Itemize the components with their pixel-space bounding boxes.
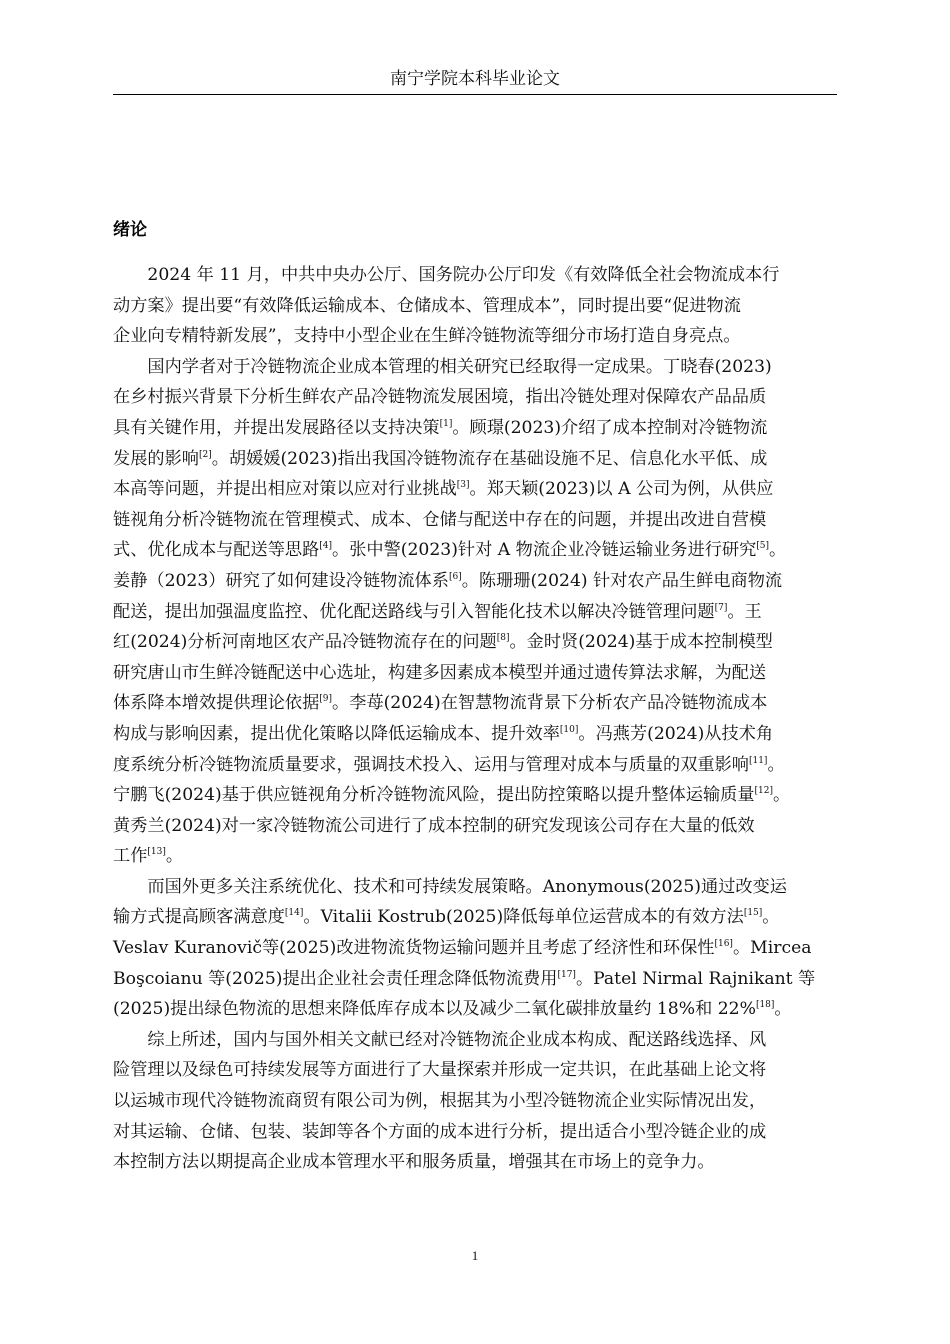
citation-ref: [16] — [714, 939, 733, 950]
text-run: 度系统分析冷链物流质量要求，强调技术投入、运用与管理对成本与质量的双重影响 — [113, 754, 749, 775]
text-run: 构成与影响因素，提出优化策略以降低运输成本、提升效率 — [113, 723, 560, 744]
text-line — [113, 994, 843, 1025]
text-line — [113, 933, 843, 964]
text-run: 本控制方法以期提高企业成本管理水平和服务质量，增强其在市场上的竞争力。 — [113, 1152, 715, 1173]
text-run: 国内学者对于冷链物流企业成本管理的相关研究已经取得一定成果。丁晓春(2023) — [147, 356, 772, 377]
text-line — [113, 597, 843, 628]
text-line — [113, 566, 843, 597]
text-run: 本高等问题，并提出相应对策以应对行业挑战 — [113, 479, 457, 500]
text-line — [113, 505, 843, 536]
text-run: 。Vitalii Kostrub(2025)降低每单位运营成本的有效方法 — [303, 907, 744, 928]
text-run: 而国外更多关注系统优化、技术和可持续发展策略。Anonymous(2025)通过改变运 — [147, 876, 787, 897]
citation-ref: [13] — [147, 847, 166, 858]
text-line — [113, 750, 843, 781]
text-line — [113, 964, 843, 995]
text-line — [113, 872, 843, 903]
text-run: 以运城市现代冷链物流商贸有限公司为例，根据其为小型冷链物流企业实际情况出发， — [113, 1091, 767, 1112]
text-run: 企业向专精特新发展”，支持中小型企业在生鲜冷链物流等细分市场打造自身亮点。 — [113, 326, 741, 347]
citation-ref: [11] — [748, 755, 768, 766]
citation-ref: [9] — [319, 694, 333, 705]
text-run: 。郑天颖(2023)以 A 公司为例，从供应 — [469, 479, 774, 500]
running-header: 南宁学院本科毕业论文 — [390, 69, 560, 89]
header-rule — [113, 94, 837, 95]
text-run: 宁鹏飞(2024)基于供应链视角分析冷链物流风险，提出防控策略以提升整体运输质量 — [113, 785, 755, 806]
citation-ref: [1] — [439, 418, 453, 429]
text-line — [113, 1086, 843, 1117]
text-run: 。胡媛媛(2023)指出我国冷链物流存在基础设施不足、信息化水平低、成 — [211, 448, 768, 469]
text-run: 发展的影响 — [113, 448, 199, 469]
text-line — [113, 902, 843, 933]
text-run: 。金时贤(2024)基于成本控制模型 — [509, 632, 773, 653]
text-line — [113, 841, 843, 872]
text-line — [113, 1025, 843, 1056]
text-run: 对其运输、仓储、包装、装卸等各个方面的成本进行分析，提出适合小型冷链企业的成 — [113, 1121, 767, 1142]
text-line — [113, 688, 843, 719]
text-line — [113, 382, 843, 413]
text-run: Boşcoianu 等(2025)提出企业社会责任理念降低物流费用 — [113, 968, 558, 989]
text-run: 。王 — [727, 601, 762, 622]
text-run: 研究唐山市生鲜冷链配送中心选址，构建多因素成本模型并通过遗传算法求解，为配送 — [113, 662, 767, 683]
text-run: 体系降本增效提供理论依据 — [113, 693, 320, 714]
text-run: 。 — [773, 785, 791, 806]
citation-ref: [18] — [755, 1000, 775, 1011]
citation-ref: [17] — [557, 969, 576, 980]
text-run: 综上所述，国内与国外相关文献已经对冷链物流企业成本构成、配送路线选择、风 — [147, 1029, 767, 1050]
citation-ref: [14] — [284, 908, 304, 919]
citation-ref: [10] — [559, 724, 579, 735]
paragraph — [113, 872, 843, 1025]
text-line — [113, 1117, 843, 1148]
text-run: 工作 — [113, 846, 148, 867]
text-run: (2025)提出绿色物流的思想来降低库存成本以及减少二氧化碳排放量约 18%和 22% — [113, 999, 756, 1020]
text-line — [113, 658, 843, 689]
text-run: 。 — [774, 999, 792, 1020]
citation-ref: [5] — [756, 541, 770, 552]
text-line — [113, 811, 843, 842]
text-run: 。 — [762, 907, 780, 928]
text-run: 在乡村振兴背景下分析生鲜农产品冷链物流发展困境，指出冷链处理对保障农产品品质 — [113, 387, 767, 408]
text-run: 动方案》提出要“有效降低运输成本、仓储成本、管理成本”，同时提出要“促进物流 — [113, 295, 741, 316]
text-run: 式、优化成本与配送等思路 — [113, 540, 320, 561]
citation-ref: [12] — [754, 786, 774, 797]
text-run: 姜静（2023）研究了如何建设冷链物流体系 — [113, 570, 449, 591]
text-run: 。李苺(2024)在智慧物流背景下分析农产品冷链物流成本 — [332, 693, 768, 714]
text-line — [113, 413, 843, 444]
text-line — [113, 535, 843, 566]
citation-ref: [3] — [456, 480, 470, 491]
text-run: 链视角分析冷链物流在管理模式、成本、仓储与配送中存在的问题，并提出改进自营模 — [113, 509, 767, 530]
paragraph — [113, 352, 843, 872]
section-title: 绪论 — [113, 220, 147, 240]
text-line — [113, 352, 843, 383]
text-run: 。Patel Nirmal Rajnikant 等 — [575, 968, 816, 989]
text-run: 配送，提出加强温度监控、优化配送路线与引入智能化技术以解决冷链管理问题 — [113, 601, 715, 622]
body-text — [113, 260, 843, 1178]
text-run: 。 — [769, 540, 787, 561]
text-run: 。张中警(2023)针对 A 物流企业冷链运输业务进行研究 — [332, 540, 757, 561]
text-run: 2024 年 11 月，中共中央办公厅、国务院办公厅印发《有效降低全社会物流成本行 — [147, 265, 780, 285]
text-run: 险管理以及绿色可持续发展等方面进行了大量探索并形成一定共识，在此基础上论文将 — [113, 1060, 767, 1081]
text-run: 。 — [767, 754, 785, 775]
text-line — [113, 321, 843, 352]
text-run: 。顾璟(2023)介绍了成本控制对冷链物流 — [452, 417, 768, 438]
citation-ref: [15] — [743, 908, 763, 919]
paragraph — [113, 260, 843, 352]
text-run: 。陈珊珊(2024) 针对农产品生鲜电商物流 — [461, 570, 783, 591]
text-run: 。 — [165, 846, 184, 867]
citation-ref: [7] — [714, 602, 728, 613]
text-line — [113, 627, 843, 658]
text-run: 红(2024)分析河南地区农产品冷链物流存在的问题 — [113, 632, 497, 653]
text-line — [113, 444, 843, 475]
text-line — [113, 260, 843, 291]
text-run: 具有关键作用，并提出发展路径以支持决策 — [113, 417, 440, 438]
text-run: 黄秀兰(2024)对一家冷链物流公司进行了成本控制的研究发现该公司存在大量的低效 — [113, 815, 755, 836]
text-line — [113, 474, 843, 505]
citation-ref: [4] — [319, 541, 333, 552]
text-line — [113, 719, 843, 750]
text-run: Veslav Kuranovič等(2025)改进物流货物运输问题并且考虑了经济性和环保性 — [113, 938, 715, 959]
text-run: 输方式提高顾客满意度 — [113, 907, 285, 928]
text-line — [113, 291, 843, 322]
text-run: 。冯燕芳(2024)从技术角 — [578, 723, 774, 744]
text-run: 。Mircea — [732, 938, 812, 959]
text-line — [113, 1055, 843, 1086]
paragraph — [113, 1025, 843, 1178]
text-line — [113, 780, 843, 811]
text-line — [113, 1147, 843, 1178]
page-number: 1 — [471, 1248, 479, 1263]
citation-ref: [6] — [448, 571, 462, 582]
citation-ref: [8] — [496, 633, 510, 644]
citation-ref: [2] — [198, 449, 212, 460]
